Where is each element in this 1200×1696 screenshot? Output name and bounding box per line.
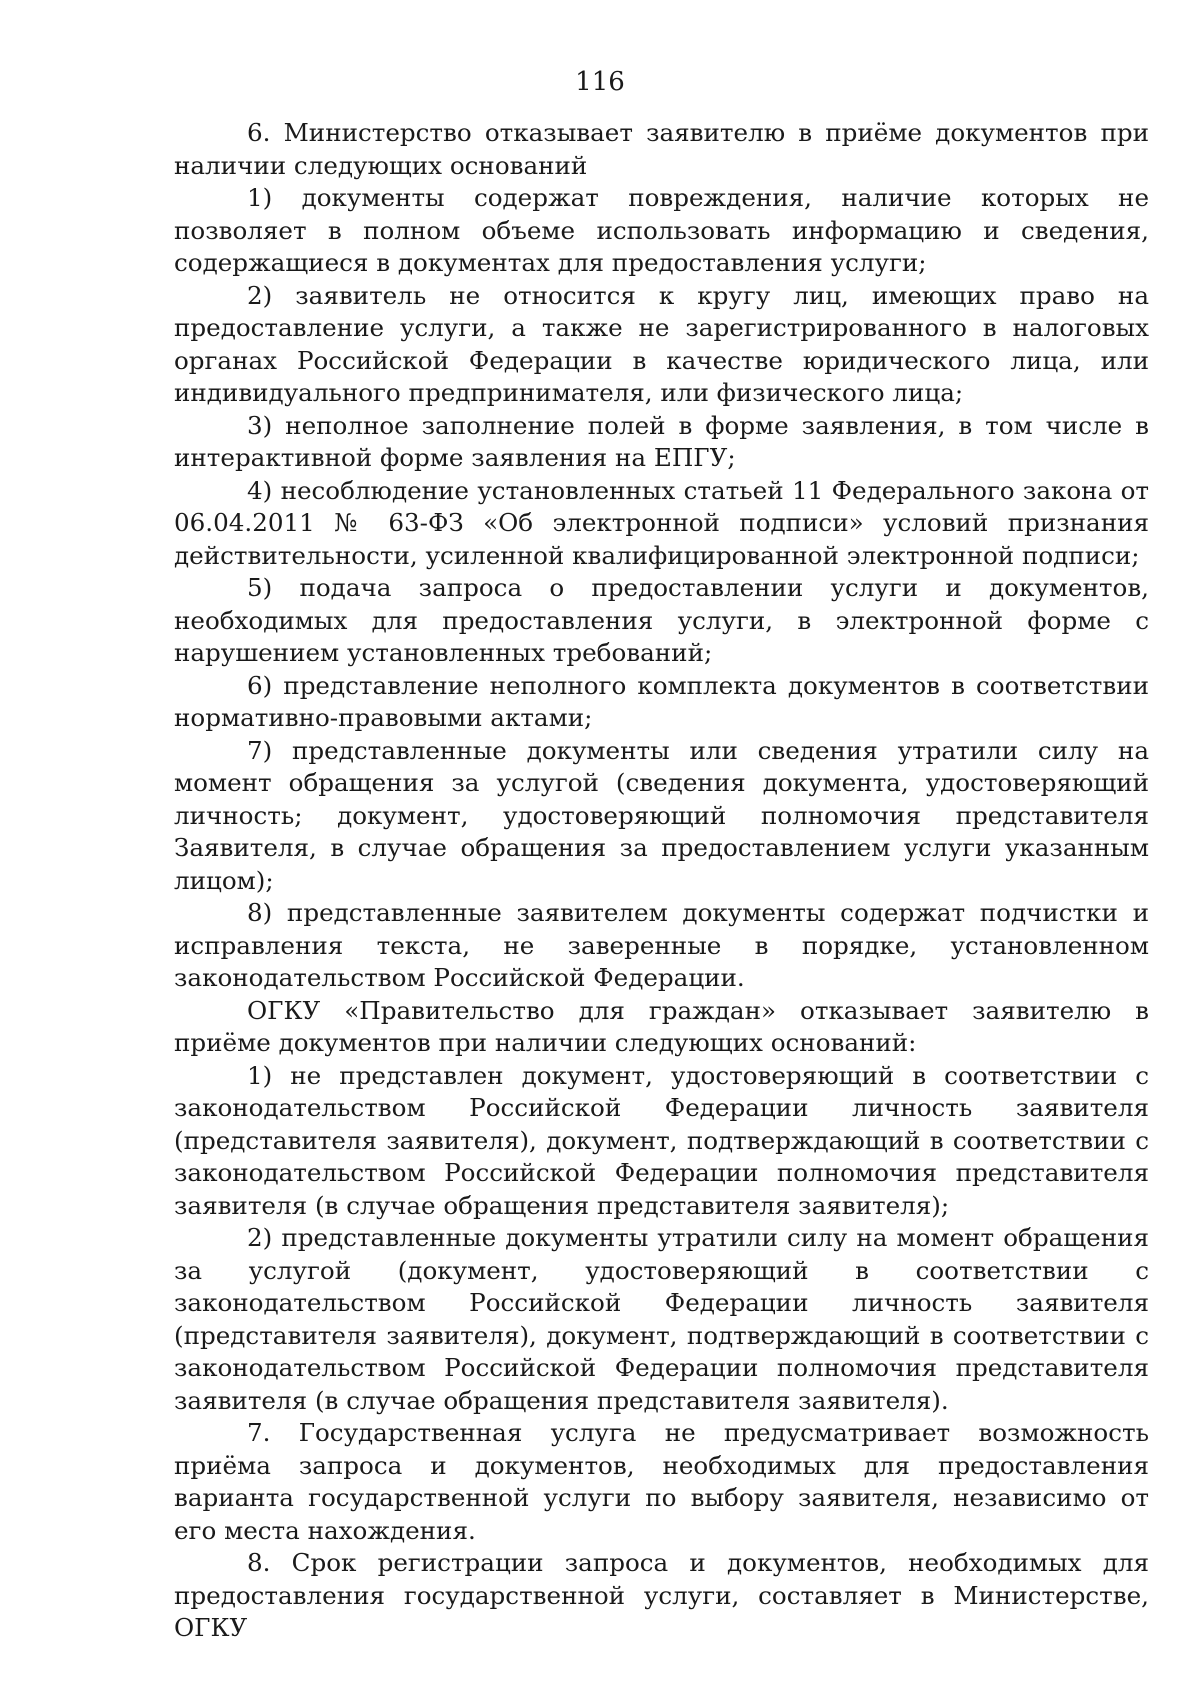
paragraph-item-8-corrections: 8) представленные заявителем документы содержат подчистки и исправления текста, не заверенные в порядке, установленном законодательством Российской Федерации.	[174, 898, 1149, 992]
paragraph-item-5-electronic-request: 5) подача запроса о предоставлении услуги и документов, необходимых для предоставления услуги, в электронной форме с нарушением установленных требований;	[174, 573, 1149, 667]
page-number: 116	[575, 67, 625, 97]
paragraph-item-2-applicant-eligibility: 2) заявитель не относится к кругу лиц, имеющих право на предоставление услуги, а также не зарегистрированного в налоговых органах Российской Федерации в качестве юридического лица, или индивидуального предпринимателя, или физического лица;	[174, 280, 1149, 407]
paragraph-ogku-item-2: 2) представленные документы утратили силу на момент обращения за услугой (документ, удостоверяющий в соответствии с законодательством Российской Федерации личность заявителя (представителя заявителя), документ, подтверждающий в соответствии с законодательством Российской Федерации полномочия представителя заявителя (в случае обращения представителя заявителя).	[174, 1223, 1149, 1415]
document-body	[174, 117, 1149, 1645]
paragraph-ogku-item-1: 1) не представлен документ, удостоверяющий в соответствии с законодательством Российской Федерации личность заявителя (представителя заявителя), документ, подтверждающий в соответствии с законодательством Российской Федерации полномочия представителя заявителя (в случае обращения представителя заявителя);	[174, 1060, 1149, 1220]
paragraph-item-1-damaged-documents: 1) документы содержат повреждения, наличие которых не позволяет в полном объеме использовать информацию и сведения, содержащиеся в документах для предоставления услуги;	[174, 183, 1149, 277]
paragraph-item-6-incomplete-set: 6) представление неполного комплекта документов в соответствии нормативно-правовыми актами;	[174, 670, 1149, 732]
paragraph-section-8: 8. Срок регистрации запроса и документов, необходимых для предоставления государственной услуги, составляет в Министерстве, ОГКУ	[174, 1548, 1149, 1642]
paragraph-item-7-expired-documents: 7) представленные документы или сведения утратили силу на момент обращения за услугой (сведения документа, удостоверяющий личность; документ, удостоверяющий полномочия представителя Заявителя, в случае обращения за предоставлением услуги указанным лицом);	[174, 735, 1149, 895]
paragraph-refusal-ministry: 6. Министерство отказывает заявителю в приёме документов при наличии следующих оснований	[174, 118, 1149, 180]
paragraph-item-4-electronic-signature: 4) несоблюдение установленных статьей 11 Федерального закона от 06.04.2011 № 63-ФЗ «Об электронной подписи» условий признания действительности, усиленной квалифицированной электронной подписи;	[174, 475, 1149, 570]
paragraph-section-7: 7. Государственная услуга не предусматривает возможность приёма запроса и документов, необходимых для предоставления варианта государственной услуги по выбору заявителя, независимо от его места нахождения.	[174, 1418, 1149, 1545]
paragraph-item-3-incomplete-form: 3) неполное заполнение полей в форме заявления, в том числе в интерактивной форме заявления на ЕПГУ;	[174, 410, 1149, 472]
paragraph-refusal-ogku: ОГКУ «Правительство для граждан» отказывает заявителю в приёме документов при наличии следующих оснований:	[174, 995, 1149, 1057]
